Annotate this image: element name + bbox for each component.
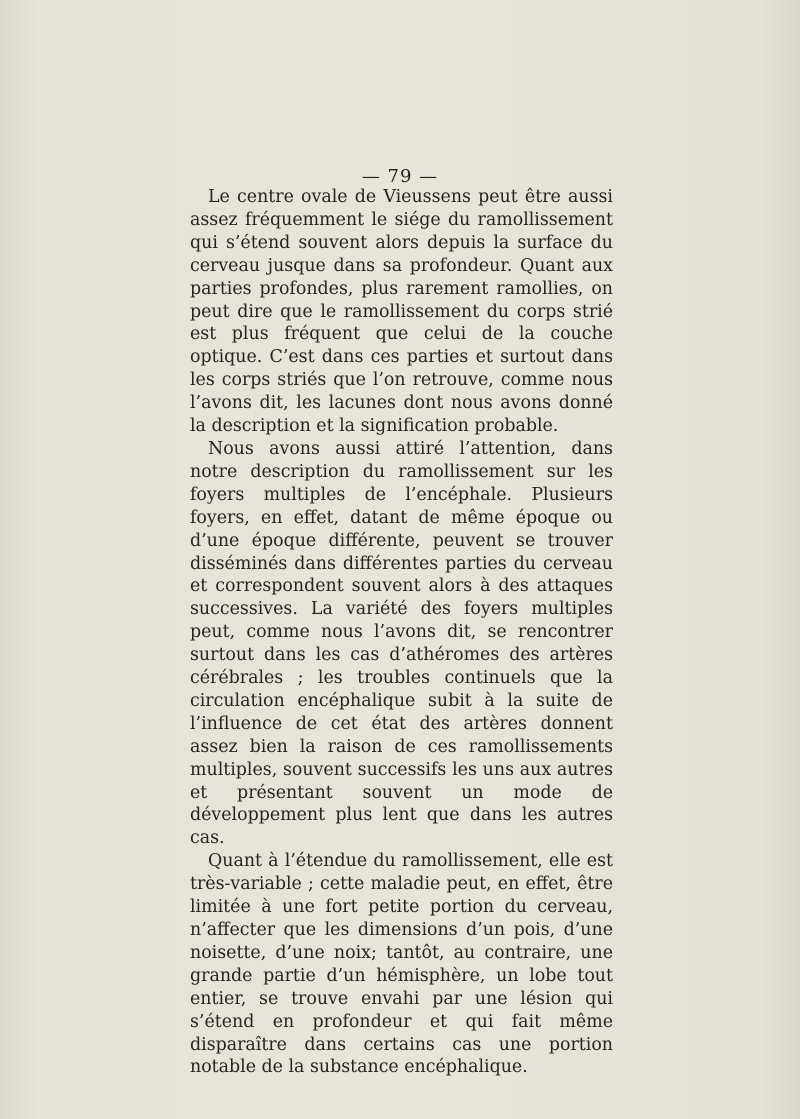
- body-text: [190, 186, 613, 1079]
- page-number: — 79 —: [361, 166, 439, 187]
- paragraph: Nous avons aussi attiré l’attention, dans notre description du ramollissement sur les foyers multiples de l’encéphale. Plusieurs foyers, en effet, datant de même époque ou d’une époque différente, peuvent se trouver disséminés dans différentes parties du cerveau et correspondent souvent alors à des attaques successives. La variété des foyers multiples peut, comme nous l’avons dit, se rencontrer surtout dans les cas d’athéromes des artères cérébrales ; les troubles continuels que la circulation encéphalique subit à la suite de l’influence de cet état des artères donnent assez bien la raison de ces ramollissements multiples, souvent successifs les uns aux autres et présentant souvent un mode de développement plus lent que dans les autres cas.: [190, 438, 613, 849]
- paragraph: Quant à l’étendue du ramollissement, elle est très-variable ; cette maladie peut, en effet, être limitée à une fort petite portion du cerveau, n’affecter que les dimensions d’un pois, d’une noisette, d’une noix; tantôt, au contraire, une grande partie d’un hémisphère, un lobe tout entier, se trouve envahi par une lésion qui s’étend en profondeur et qui fait même disparaître dans certains cas une portion notable de la substance encéphalique.: [190, 851, 613, 1078]
- paragraph: Le centre ovale de Vieussens peut être aussi assez fréquemment le siége du ramollissement qui s’étend souvent alors depuis la surface du cerveau jusque dans sa profondeur. Quant aux parties profondes, plus rarement ramollies, on peut dire que le ramollissement du corps strié est plus fréquent que celui de la couche optique. C’est dans ces parties et surtout dans les corps striés que l’on retrouve, comme nous l’avons dit, les lacunes dont nous avons donné la description et la signification probable.: [190, 187, 613, 437]
